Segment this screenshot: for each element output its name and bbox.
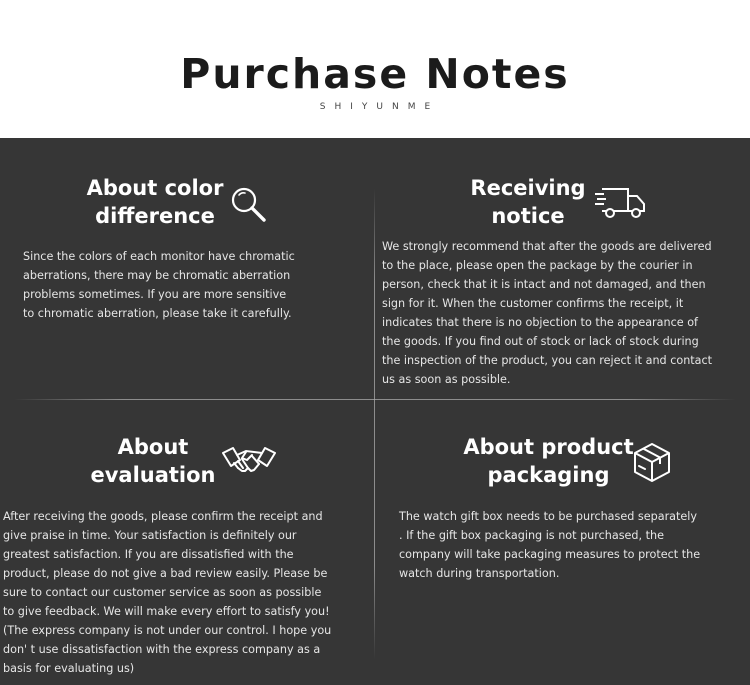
body-line: After receiving the goods, please confirm the receipt and	[3, 510, 323, 523]
section-color-difference-title	[70, 174, 240, 230]
delivery-truck-icon	[594, 185, 648, 221]
body-line: us as soon as possible.	[382, 373, 511, 386]
brand-subtitle: SHIYUNME	[319, 102, 440, 112]
body-line: sign for it. When the customer confirms the receipt, it	[382, 297, 684, 310]
vertical-divider	[374, 188, 375, 660]
section-title-line: About	[117, 435, 189, 459]
section-evaluation-title	[80, 433, 226, 489]
section-receiving-notice-title	[458, 174, 598, 230]
body-line: to chromatic aberration, please take it carefully.	[23, 307, 292, 320]
section-title-line: evaluation	[90, 463, 216, 487]
body-line: give praise in time. Your satisfaction is definitely our	[3, 529, 297, 542]
body-line: to give feedback. We will make every effort to satisfy you!	[3, 605, 330, 618]
body-line: indicates that there is no objection to the appearance of	[382, 316, 698, 329]
body-line: aberrations, there may be chromatic aberration	[23, 269, 291, 282]
section-title-line: About color	[86, 176, 224, 200]
section-packaging-body	[399, 507, 700, 583]
section-receiving-notice-body	[382, 237, 712, 389]
body-line: greatest satisfaction. If you are dissatisfied with the	[3, 548, 294, 561]
section-evaluation-body	[3, 507, 331, 678]
body-line: watch during transportation.	[399, 567, 560, 580]
body-line: Since the colors of each monitor have chromatic	[23, 250, 295, 263]
section-color-difference-body	[23, 247, 295, 323]
header	[0, 0, 750, 138]
body-line: product, please do not give a bad review easily. Please be	[3, 567, 328, 580]
section-title-line: packaging	[487, 463, 610, 487]
body-line: basis for evaluating us)	[3, 662, 135, 675]
body-line: problems sometimes. If you are more sensitive	[23, 288, 287, 301]
magnifier-icon	[229, 184, 269, 224]
body-line: the goods. If you find out of stock or lack of stock during	[382, 335, 699, 348]
package-box-icon	[632, 442, 672, 484]
page-title: Purchase Notes	[180, 50, 570, 98]
body-line: The watch gift box needs to be purchased separately	[399, 510, 698, 523]
section-title-line: notice	[491, 204, 565, 228]
body-line: sure to contact our customer service as soon as possible	[3, 586, 322, 599]
body-line: (The express company is not under our control. I hope you	[3, 624, 332, 637]
body-line: We strongly recommend that after the goods are delivered	[382, 240, 712, 253]
section-title-line: Receiving	[470, 176, 586, 200]
horizontal-divider	[14, 399, 736, 400]
body-line: . If the gift box packaging is not purchased, the	[399, 529, 664, 542]
handshake-icon	[222, 444, 276, 478]
section-title-line: difference	[95, 204, 215, 228]
body-line: person, check that it is intact and not damaged, and then	[382, 278, 706, 291]
section-packaging-title	[456, 433, 641, 489]
body-line: company will take packaging measures to protect the	[399, 548, 701, 561]
section-title-line: About product	[463, 435, 634, 459]
body-line: the inspection of the product, you can reject it and contact	[382, 354, 713, 367]
body-line: don' t use dissatisfaction with the express company as a	[3, 643, 321, 656]
body-line: to the place, please open the package by the courier in	[382, 259, 693, 272]
